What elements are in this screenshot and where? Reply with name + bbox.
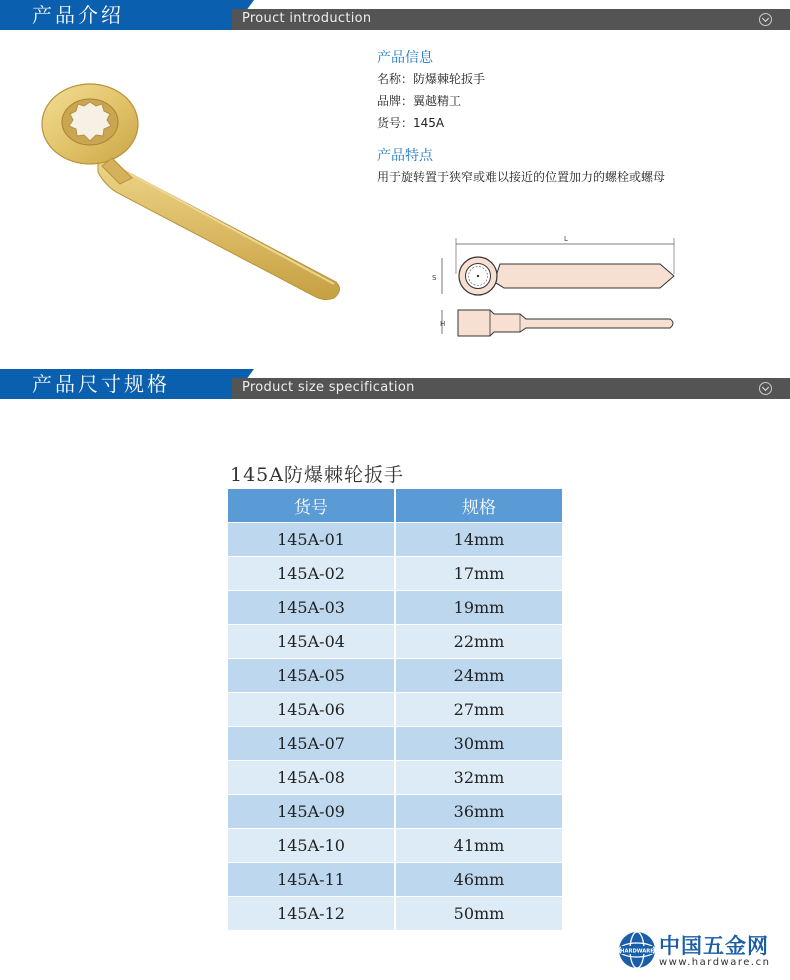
cell-sku: 145A-12	[228, 896, 395, 930]
spec-table-header-row	[228, 489, 562, 522]
product-features-heading: 产品特点	[377, 148, 433, 164]
product-info	[377, 48, 777, 188]
spec-title-cn: 产品尺寸规格	[32, 372, 170, 396]
header-size: 规格	[395, 489, 562, 522]
product-brand: 品牌：翼越精工	[377, 94, 462, 108]
cell-size: 50mm	[395, 896, 562, 930]
intro-title-cn: 产品介绍	[32, 3, 124, 27]
cell-sku: 145A-08	[228, 760, 395, 794]
table-row	[228, 556, 562, 590]
cell-sku: 145A-07	[228, 726, 395, 760]
globe-icon	[617, 930, 657, 970]
dim-label-length: L	[564, 235, 568, 243]
table-row	[228, 760, 562, 794]
cell-sku: 145A-02	[228, 556, 395, 590]
cell-size: 22mm	[395, 624, 562, 658]
cell-sku: 145A-06	[228, 692, 395, 726]
cell-size: 32mm	[395, 760, 562, 794]
cell-sku: 145A-03	[228, 590, 395, 624]
cell-size: 19mm	[395, 590, 562, 624]
table-row	[228, 658, 562, 692]
cell-size: 24mm	[395, 658, 562, 692]
cell-sku: 145A-01	[228, 522, 395, 556]
cell-sku: 145A-04	[228, 624, 395, 658]
cell-sku: 145A-09	[228, 794, 395, 828]
table-row	[228, 590, 562, 624]
intro-title-en: Prouct introduction	[242, 11, 372, 26]
hardware-cn-logo[interactable]	[617, 928, 787, 976]
table-row	[228, 692, 562, 726]
cell-size: 46mm	[395, 862, 562, 896]
table-row	[228, 522, 562, 556]
table-row	[228, 726, 562, 760]
product-info-heading: 产品信息	[377, 50, 433, 66]
chevron-down-icon[interactable]	[759, 13, 772, 26]
product-features-text: 用于旋转置于狭窄或难以接近的位置加力的螺栓或螺母	[377, 170, 666, 184]
logo-name: 中国五金网	[659, 934, 769, 958]
wrench-photo	[28, 72, 348, 304]
cell-size: 41mm	[395, 828, 562, 862]
cell-size: 36mm	[395, 794, 562, 828]
wrench-technical-drawing	[428, 232, 683, 348]
table-row	[228, 862, 562, 896]
table-row	[228, 896, 562, 930]
product-sku: 货号：145A	[377, 116, 445, 130]
logo-badge-text: HARDWARE	[620, 948, 654, 955]
spec-title-en: Product size specification	[242, 380, 415, 395]
spec-section-header	[0, 369, 790, 399]
cell-sku: 145A-11	[228, 862, 395, 896]
dim-label-height: H	[440, 320, 446, 328]
table-row	[228, 794, 562, 828]
cell-size: 27mm	[395, 692, 562, 726]
spec-table-body	[228, 522, 562, 930]
dim-label-size: S	[432, 274, 437, 282]
spec-table	[228, 489, 562, 930]
spec-table-title: 145A防爆棘轮扳手	[230, 464, 404, 486]
logo-url: www.hardware.cn	[659, 957, 771, 968]
table-row	[228, 828, 562, 862]
chevron-down-icon[interactable]	[759, 382, 772, 395]
cell-size: 14mm	[395, 522, 562, 556]
cell-size: 17mm	[395, 556, 562, 590]
cell-sku: 145A-10	[228, 828, 395, 862]
intro-section-header	[0, 0, 790, 30]
product-name: 名称：防爆棘轮扳手	[377, 72, 486, 86]
cell-sku: 145A-05	[228, 658, 395, 692]
header-sku: 货号	[228, 489, 395, 522]
table-row	[228, 624, 562, 658]
cell-size: 30mm	[395, 726, 562, 760]
